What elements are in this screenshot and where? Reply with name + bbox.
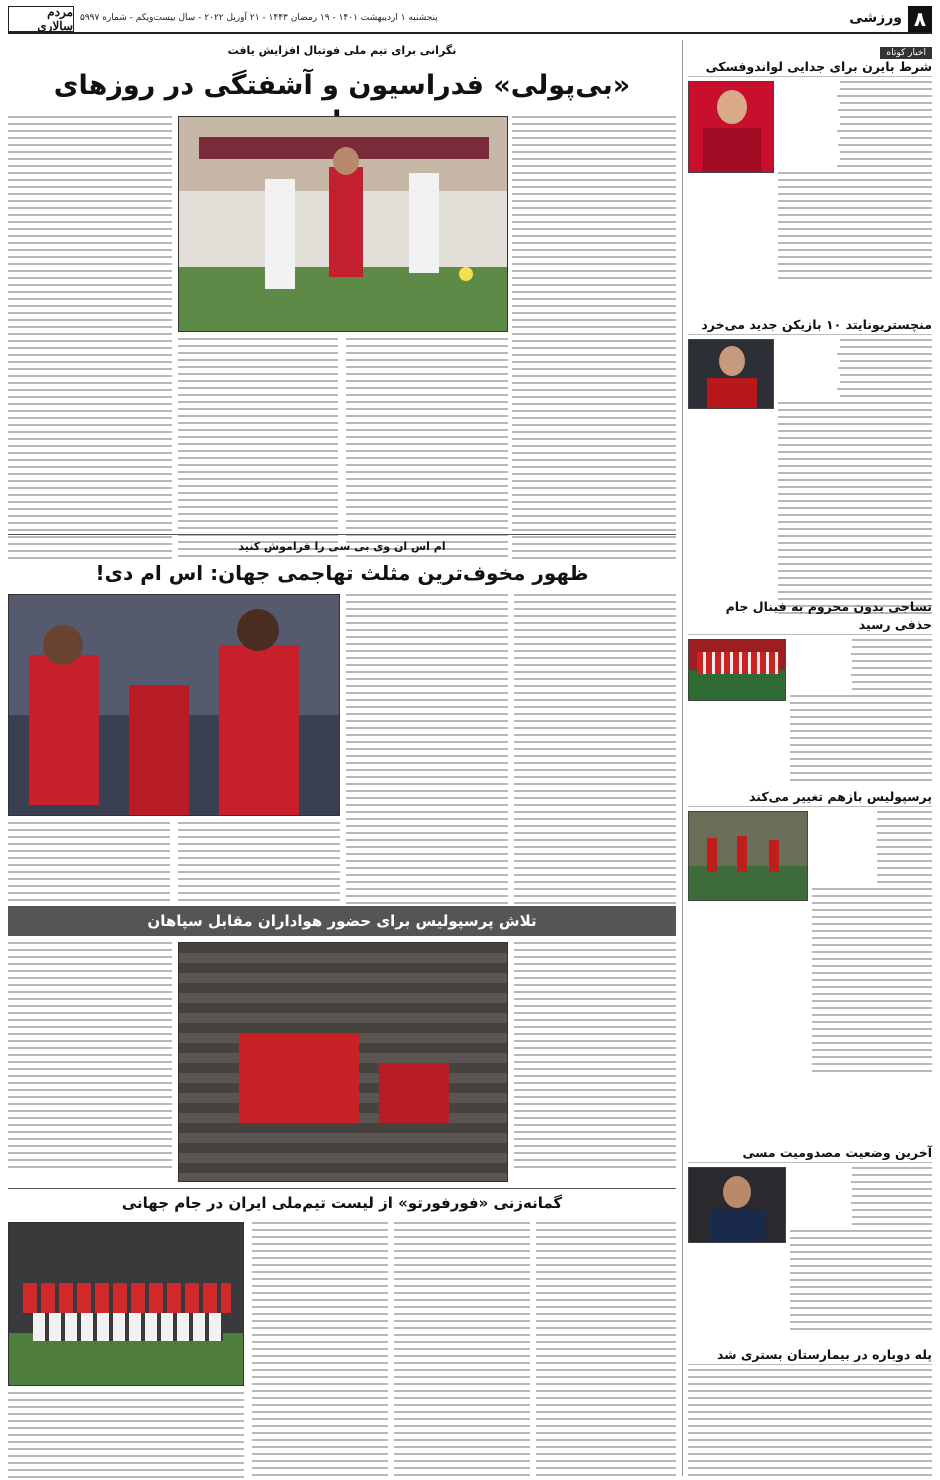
messi-photo xyxy=(688,1167,786,1243)
football-match-photo xyxy=(178,116,508,332)
sidebar-story-5 xyxy=(688,1144,932,1357)
lewandowski-photo xyxy=(688,81,774,173)
sidebar-story-1 xyxy=(688,58,932,339)
lead-text-col-3 xyxy=(178,338,338,562)
divider xyxy=(8,534,676,535)
story4-text-col-2 xyxy=(394,1222,530,1480)
story4-headline: گمانه‌زنی «فورفورتو» از لیست تیم‌ملی ایران در جام جهانی xyxy=(121,1194,563,1212)
section-number: ۸ xyxy=(908,6,932,32)
story4-text-col-4 xyxy=(8,1392,244,1480)
sidebar-story-title: تساجی بدون محروم به فینال جام حذفی رسید xyxy=(688,598,932,635)
story2-headline: ظهور مخوف‌ترین مثلث تهاجمی جهان: اس ام دی! xyxy=(95,561,589,585)
story4-text-col-3 xyxy=(252,1222,388,1480)
lead-text-col-2 xyxy=(346,338,508,562)
story2-text-col-2 xyxy=(346,594,508,923)
story3-text-col-1 xyxy=(514,942,676,1173)
sidebar-tag: اخبار کوتاه xyxy=(880,47,932,59)
lead-text-col-1 xyxy=(512,116,676,564)
sidebar-column xyxy=(682,40,932,1476)
sidebar-story-title: پرسپولیس بازهم تغییر می‌کند xyxy=(688,788,932,807)
lead-headline: «بی‌پولی» فدراسیون و آشفتگی در روزهای xyxy=(53,70,631,101)
sidebar-story-6 xyxy=(688,1346,932,1480)
section-name: ورزشی xyxy=(849,10,902,26)
player-photo xyxy=(688,339,774,409)
sidebar-story-3 xyxy=(688,598,932,789)
sidebar-story-4 xyxy=(688,788,932,1131)
newspaper-logo: مردم سالاری xyxy=(8,6,74,32)
sidebar-story-title: آخرین وضعیت مصدومیت مسی xyxy=(688,1144,932,1163)
story2-text-col-1 xyxy=(514,594,676,923)
divider xyxy=(8,1188,676,1189)
story3-text-col-2 xyxy=(8,942,172,1173)
dateline: پنجشنبه ۱ اردیبهشت ۱۴۰۱ - ۱۹ رمضان ۱۴۴۳ - ۲۱ آوریل ۲۰۲۲ - سال بیست‌ویکم - شماره ۵۹۹۷ xyxy=(80,13,438,23)
lead-text-col-4 xyxy=(8,116,172,564)
team-photo xyxy=(688,639,786,701)
sidebar-story-title: شرط بایرن برای جدایی لواندوفسکی xyxy=(688,58,932,77)
sidebar-story-title: پله دوباره در بیمارستان بستری شد xyxy=(688,1346,932,1365)
story3-headline: تلاش پرسپولیس برای حضور هواداران مقابل سپاهان xyxy=(8,906,676,936)
lead-kicker: نگرانی برای تیم ملی فوتبال افزایش یافت xyxy=(227,44,457,57)
liverpool-players-photo xyxy=(8,594,340,816)
sidebar-story-2 xyxy=(688,316,932,639)
story2-kicker: ام اس ان وی بی سی را فراموش کنید xyxy=(238,540,446,553)
sidebar-story-title: منچستریونایتد ۱۰ بازیکن جدید می‌خرد xyxy=(688,316,932,335)
team-melli-photo xyxy=(8,1222,244,1386)
story4-text-col-1 xyxy=(536,1222,676,1480)
page-header xyxy=(8,6,932,34)
fans-stadium-photo xyxy=(178,942,508,1182)
training-photo xyxy=(688,811,808,901)
